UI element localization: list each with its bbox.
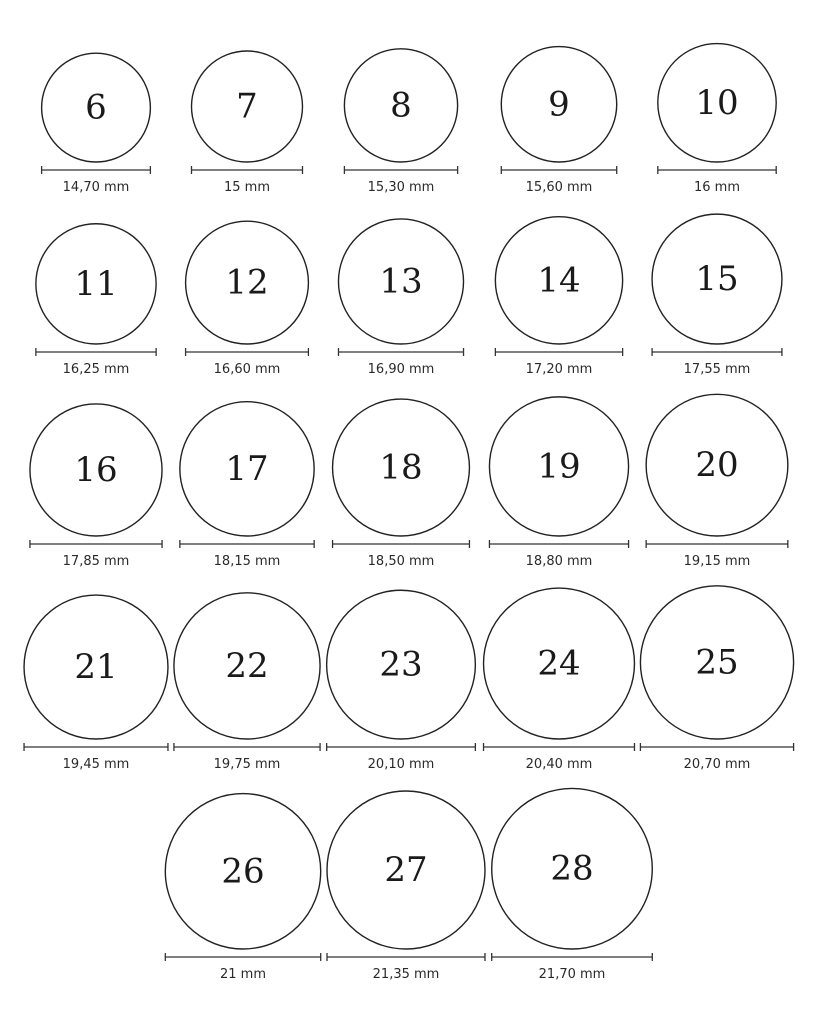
diameter-label: 20,40 mm [525, 757, 593, 772]
diameter-label: 17,20 mm [525, 362, 593, 377]
diameter-label: 15 mm [223, 180, 271, 195]
diameter-label: 16,90 mm [367, 362, 435, 377]
ring-size-number: 9 [548, 84, 570, 125]
ring-size-number: 8 [390, 85, 412, 126]
ring-size-number: 21 [74, 647, 118, 688]
ring-size-number: 22 [225, 645, 269, 686]
diameter-label: 21 mm [219, 967, 267, 982]
ring-size-number: 13 [379, 261, 423, 302]
ring-size-number: 26 [221, 851, 265, 892]
ring-size-23 [327, 590, 476, 772]
ring-size-number: 25 [695, 642, 739, 683]
ring-size-24 [484, 588, 635, 772]
ring-size-number: 27 [384, 850, 428, 891]
diameter-label: 17,55 mm [683, 362, 751, 377]
ring-size-number: 7 [236, 86, 258, 127]
diameter-label: 21,35 mm [372, 967, 440, 982]
diameter-label: 16,60 mm [213, 362, 281, 377]
diameter-label: 18,50 mm [367, 554, 435, 569]
ring-size-number: 23 [379, 644, 423, 685]
ring-size-21 [24, 595, 168, 772]
ring-size-number: 19 [537, 446, 581, 487]
ring-size-25 [640, 586, 793, 772]
diameter-label: 20,70 mm [683, 757, 751, 772]
ring-size-number: 11 [74, 263, 118, 304]
ring-size-10 [658, 44, 776, 195]
ring-size-8 [344, 49, 457, 195]
ring-size-number: 12 [225, 262, 269, 303]
ring-size-13 [338, 219, 463, 377]
ring-size-number: 15 [695, 259, 739, 300]
diameter-label: 19,75 mm [213, 757, 281, 772]
ring-size-number: 24 [537, 643, 581, 684]
diameter-label: 15,30 mm [367, 180, 435, 195]
diameter-label: 20,10 mm [367, 757, 435, 772]
ring-size-9 [501, 47, 616, 195]
ring-size-19 [489, 397, 628, 569]
diameter-label: 17,85 mm [62, 554, 130, 569]
diameter-label: 18,80 mm [525, 554, 593, 569]
ring-size-14 [495, 217, 622, 377]
diameter-label: 19,45 mm [62, 757, 130, 772]
diameter-label: 14,70 mm [62, 180, 130, 195]
ring-size-number: 10 [695, 82, 739, 123]
ring-size-11 [36, 224, 156, 377]
ring-size-20 [646, 394, 788, 569]
ring-size-number: 18 [379, 447, 423, 488]
ring-size-number: 16 [74, 449, 118, 490]
ring-size-18 [333, 399, 470, 569]
ring-size-17 [180, 402, 314, 569]
ring-size-number: 20 [695, 445, 739, 486]
ring-size-number: 17 [225, 448, 269, 489]
ring-size-number: 14 [537, 260, 581, 301]
diameter-label: 16,25 mm [62, 362, 130, 377]
ring-size-7 [192, 51, 303, 195]
diameter-label: 21,70 mm [538, 967, 606, 982]
ring-size-26 [165, 794, 320, 982]
ring-size-28 [492, 788, 653, 982]
diameter-label: 19,15 mm [683, 554, 751, 569]
diameter-label: 18,15 mm [213, 554, 281, 569]
ring-size-27 [327, 791, 485, 982]
ring-size-12 [186, 221, 309, 377]
ring-size-6 [42, 53, 151, 195]
diameter-label: 15,60 mm [525, 180, 593, 195]
ring-size-number: 6 [85, 87, 107, 128]
ring-size-22 [174, 593, 320, 772]
ring-size-15 [652, 214, 782, 377]
diameter-label: 16 mm [693, 180, 741, 195]
ring-size-16 [30, 404, 162, 569]
ring-size-number: 28 [550, 848, 594, 889]
